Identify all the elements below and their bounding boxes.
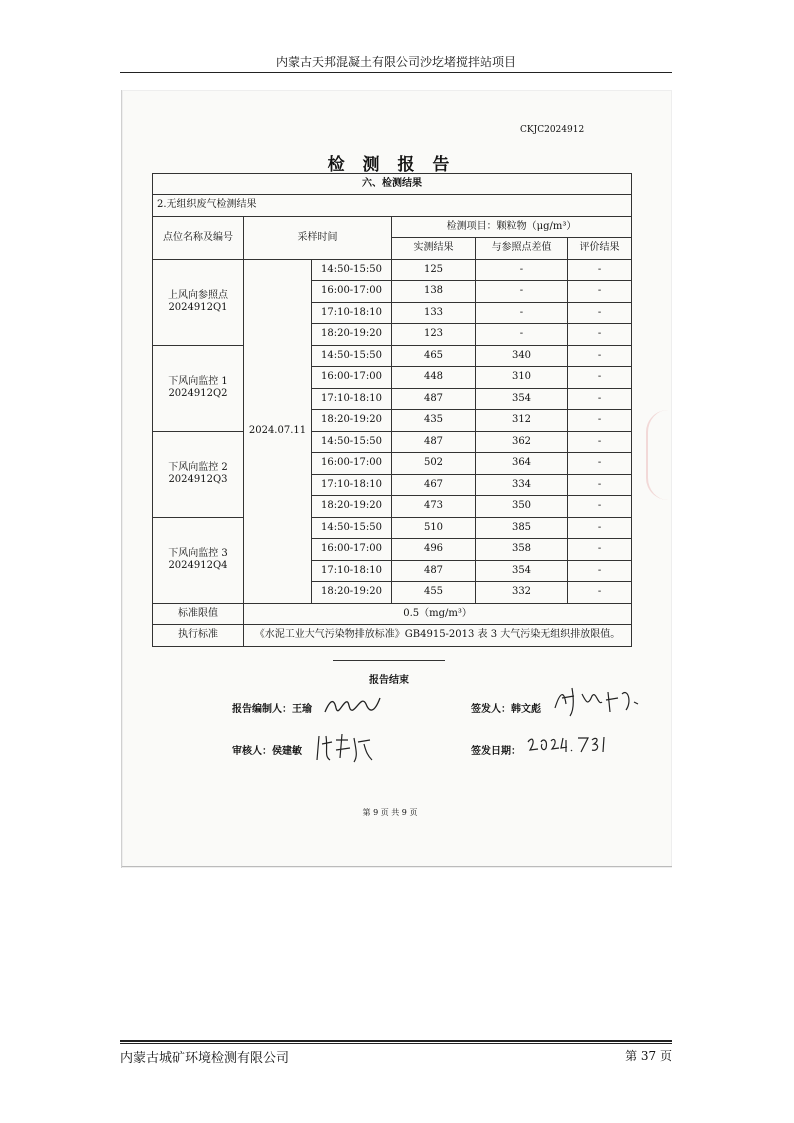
diff-cell: 340 [476,345,568,367]
reviewer-signature [314,730,374,766]
diff-cell: 332 [476,582,568,604]
diff-cell: 364 [476,453,568,475]
measured-cell: 496 [392,539,476,561]
time-cell: 18:20-19:20 [312,496,392,518]
time-cell: 16:00-17:00 [312,539,392,561]
time-cell: 17:10-18:10 [312,388,392,410]
time-cell: 14:50-15:50 [312,431,392,453]
header-item: 检测项目：颗粒物（μg/m³） [392,216,632,238]
standard-value: 《水泥工业大气污染物排放标准》GB4915-2013 表 3 大气污染无组织排放限值。 [244,625,632,647]
point-name: 下风向监控 1 [168,376,228,387]
header-measured: 实测结果 [392,238,476,260]
report-title: 检 测 报 告 [327,155,456,175]
time-cell: 18:20-19:20 [312,582,392,604]
point-name: 下风向监控 3 [168,548,228,559]
issuer-signature [552,684,642,720]
measured-cell: 435 [392,410,476,432]
point-cell [153,431,244,517]
diff-cell: 354 [476,388,568,410]
report-number: CKJC2024912 [520,125,585,135]
point-cell [153,259,244,345]
sample-date: 2024.07.11 [244,259,312,603]
diff-cell: - [476,259,568,281]
reviewer-label: 审核人：侯建敏 [232,746,302,757]
compiler-label: 报告编制人：王瑜 [232,704,312,715]
diff-cell: 385 [476,517,568,539]
footer-rule [120,1040,672,1042]
footer-rule-thin [120,1043,672,1044]
header-time: 采样时间 [244,216,392,259]
point-code: 2024912Q1 [168,302,228,313]
measured-cell: 502 [392,453,476,475]
inner-page-number: 第 9 页 共 9 页 [362,808,418,817]
measured-cell: 510 [392,517,476,539]
measured-cell: 138 [392,281,476,303]
measured-cell: 448 [392,367,476,389]
table-row [153,517,632,539]
limit-label: 标准限值 [153,603,244,625]
header-eval: 评价结果 [568,238,632,260]
measured-cell: 125 [392,259,476,281]
issue-date-label: 签发日期： [471,746,521,757]
point-code: 2024912Q3 [168,474,228,485]
report-end: 报告结束 [369,675,409,686]
limit-row [153,603,632,625]
measured-cell: 487 [392,560,476,582]
header-rule [120,72,672,73]
measured-cell: 487 [392,431,476,453]
time-cell: 17:10-18:10 [312,560,392,582]
measured-cell: 133 [392,302,476,324]
eval-cell: - [568,345,632,367]
footer-page-number: 第 37 页 [625,1049,672,1063]
measured-cell: 473 [392,496,476,518]
time-cell: 16:00-17:00 [312,281,392,303]
diff-cell: - [476,302,568,324]
eval-cell: - [568,582,632,604]
eval-cell: - [568,367,632,389]
table-row [153,345,632,367]
diff-cell: 310 [476,367,568,389]
subsection-title: 2.无组织废气检测结果 [153,195,632,217]
measured-cell: 487 [392,388,476,410]
results-table [152,173,632,647]
end-rule [333,660,445,661]
limit-value: 0.5（mg/m³） [244,603,632,625]
eval-cell: - [568,431,632,453]
issuer-label: 签发人：韩文彪 [471,704,541,715]
eval-cell: - [568,560,632,582]
eval-cell: - [568,410,632,432]
point-name: 上风向参照点 [168,290,228,301]
section-row [153,174,632,195]
measured-cell: 123 [392,324,476,346]
eval-cell: - [568,453,632,475]
time-cell: 17:10-18:10 [312,302,392,324]
measured-cell: 455 [392,582,476,604]
eval-cell: - [568,539,632,561]
time-cell: 17:10-18:10 [312,474,392,496]
time-cell: 14:50-15:50 [312,517,392,539]
seal-mark [646,410,668,500]
diff-cell: 350 [476,496,568,518]
eval-cell: - [568,496,632,518]
eval-cell: - [568,324,632,346]
time-cell: 16:00-17:00 [312,367,392,389]
issue-date-handwritten [526,732,606,758]
point-code: 2024912Q4 [168,560,228,571]
point-cell [153,517,244,603]
measured-cell: 467 [392,474,476,496]
scan-bottom-edge [122,866,672,867]
standard-label: 执行标准 [153,625,244,647]
point-name: 下风向监控 2 [168,462,228,473]
eval-cell: - [568,517,632,539]
eval-cell: - [568,281,632,303]
point-code: 2024912Q2 [168,388,228,399]
point-cell [153,345,244,431]
page-header: 内蒙古天邦混凝土有限公司沙圪堵搅拌站项目 [275,55,516,69]
diff-cell: 354 [476,560,568,582]
diff-cell: 358 [476,539,568,561]
footer-company: 内蒙古城矿环境检测有限公司 [120,1051,290,1066]
eval-cell: - [568,474,632,496]
standard-row [153,625,632,647]
time-cell: 14:50-15:50 [312,345,392,367]
table-row [153,259,632,281]
time-cell: 16:00-17:00 [312,453,392,475]
subsection-row [153,195,632,217]
header-point: 点位名称及编号 [153,216,244,259]
diff-cell: - [476,324,568,346]
section-title: 六、检测结果 [153,174,632,195]
table-row [153,431,632,453]
header-row-1 [153,216,632,238]
time-cell: 14:50-15:50 [312,259,392,281]
diff-cell: 362 [476,431,568,453]
eval-cell: - [568,388,632,410]
diff-cell: - [476,281,568,303]
scan-left-edge [121,90,122,868]
time-cell: 18:20-19:20 [312,324,392,346]
compiler-signature [322,690,384,722]
measured-cell: 465 [392,345,476,367]
header-diff: 与参照点差值 [476,238,568,260]
diff-cell: 312 [476,410,568,432]
diff-cell: 334 [476,474,568,496]
eval-cell: - [568,259,632,281]
eval-cell: - [568,302,632,324]
time-cell: 18:20-19:20 [312,410,392,432]
